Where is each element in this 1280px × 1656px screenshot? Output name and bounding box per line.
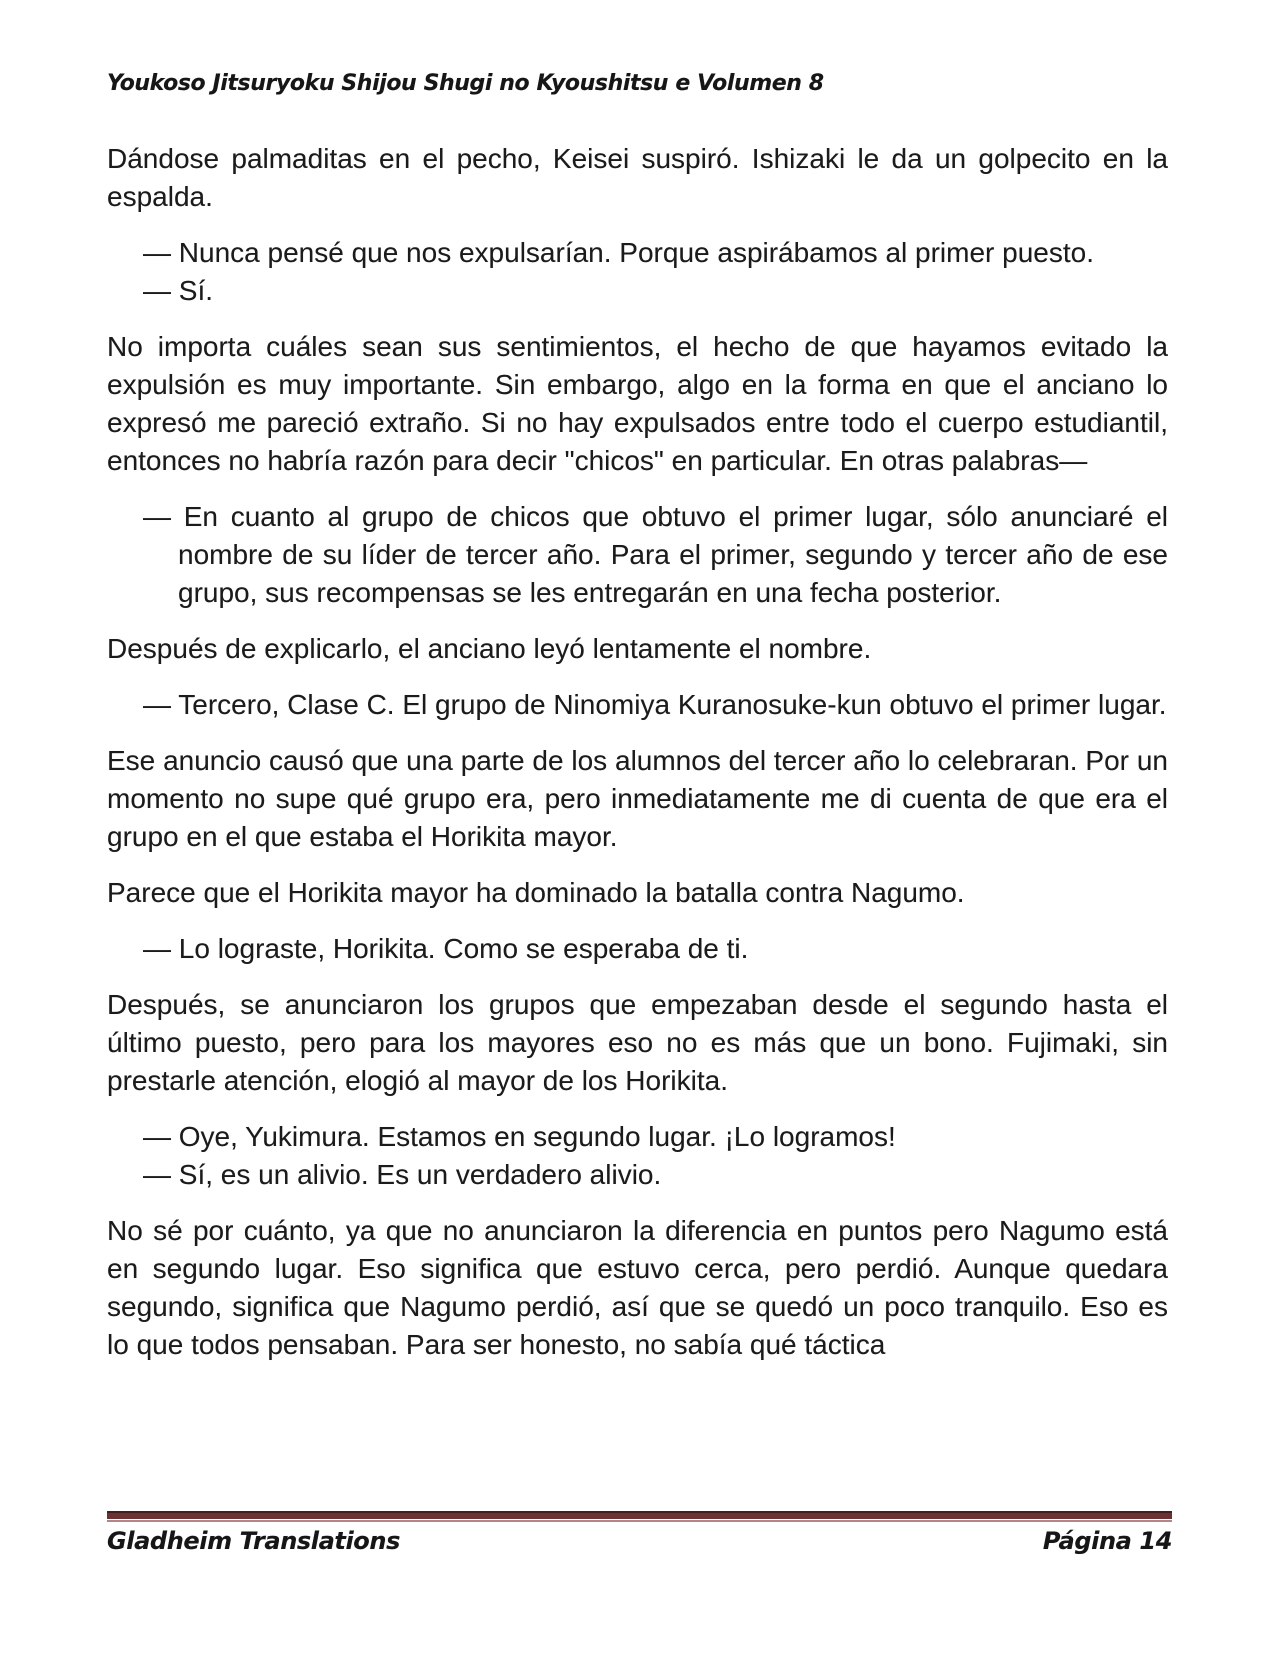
dialogue-line: — Lo lograste, Horikita. Como se esperaba de ti.: [143, 933, 749, 964]
dialogue-block: [107, 1118, 1168, 1194]
paragraph: No sé por cuánto, ya que no anunciaron la diferencia en puntos pero Nagumo está en segundo lugar. Eso significa que estuvo cerca, pero perdió. Aunque quedara segundo, significa que Nagumo perdió, así que se quedó un poco tranquilo. Eso es lo que todos pensaban. Para ser honesto, no sabía qué táctica: [107, 1215, 1168, 1360]
paragraph: Después de explicarlo, el anciano leyó lentamente el nombre.: [107, 633, 872, 664]
paragraph: Después, se anunciaron los grupos que empezaban desde el segundo hasta el último puesto, pero para los mayores eso no es más que un bono. Fujimaki, sin prestarle atención, elogió al mayor de los Horikita.: [107, 989, 1168, 1096]
footer-rule-light-line: [107, 1520, 1172, 1522]
dialogue-line: — Nunca pensé que nos expulsarían. Porque aspirábamos al primer puesto.: [143, 237, 1094, 268]
dialogue-line: — Sí, es un alivio. Es un verdadero alivio.: [143, 1159, 662, 1190]
paragraph: Ese anuncio causó que una parte de los alumnos del tercer año lo celebraran. Por un momento no supe qué grupo era, pero inmediatamente me di cuenta de que era el grupo en el que estaba el Horikita mayor.: [107, 745, 1168, 852]
dialogue-line: — Tercero, Clase C. El grupo de Ninomiya Kuranosuke-kun obtuvo el primer lugar.: [143, 689, 1167, 720]
dialogue-block: [107, 930, 1168, 968]
translator-credit: Gladheim Translations: [107, 1527, 400, 1555]
dialogue-line: — Oye, Yukimura. Estamos en segundo lugar. ¡Lo logramos!: [143, 1121, 896, 1152]
paragraph: No importa cuáles sean sus sentimientos, el hecho de que hayamos evitado la expulsión es muy importante. Sin embargo, algo en la forma en que el anciano lo expresó me pareció extraño. Si no hay expulsados entre todo el cuerpo estudiantil, entonces no habría razón para decir "chicos" en particular. En otras palabras—: [107, 331, 1168, 476]
footer-text-row: [107, 1526, 1172, 1556]
dialogue-line: — Sí.: [143, 275, 214, 306]
paragraph: Parece que el Horikita mayor ha dominado la batalla contra Nagumo.: [107, 877, 965, 908]
page-body: [107, 140, 1168, 1364]
page-footer: [107, 1511, 1172, 1556]
page-header: [107, 70, 1168, 98]
dialogue-block: [107, 686, 1168, 724]
dialogue-line: — En cuanto al grupo de chicos que obtuvo el primer lugar, sólo anunciaré el nombre de su líder de tercer año. Para el primer, segundo y tercer año de ese grupo, sus recompensas se les entregarán en una fecha posterior.: [143, 501, 1168, 608]
volume-title: Youkoso Jitsuryoku Shijou Shugi no Kyoushitsu e Volumen 8: [107, 71, 824, 96]
dialogue-block: [107, 234, 1168, 310]
page-number: Página 14: [1042, 1527, 1172, 1555]
footer-rule: [107, 1511, 1172, 1522]
dialogue-block: [107, 498, 1168, 612]
paragraph: Dándose palmaditas en el pecho, Keisei suspiró. Ishizaki le da un golpecito en la espalda.: [107, 143, 1168, 212]
